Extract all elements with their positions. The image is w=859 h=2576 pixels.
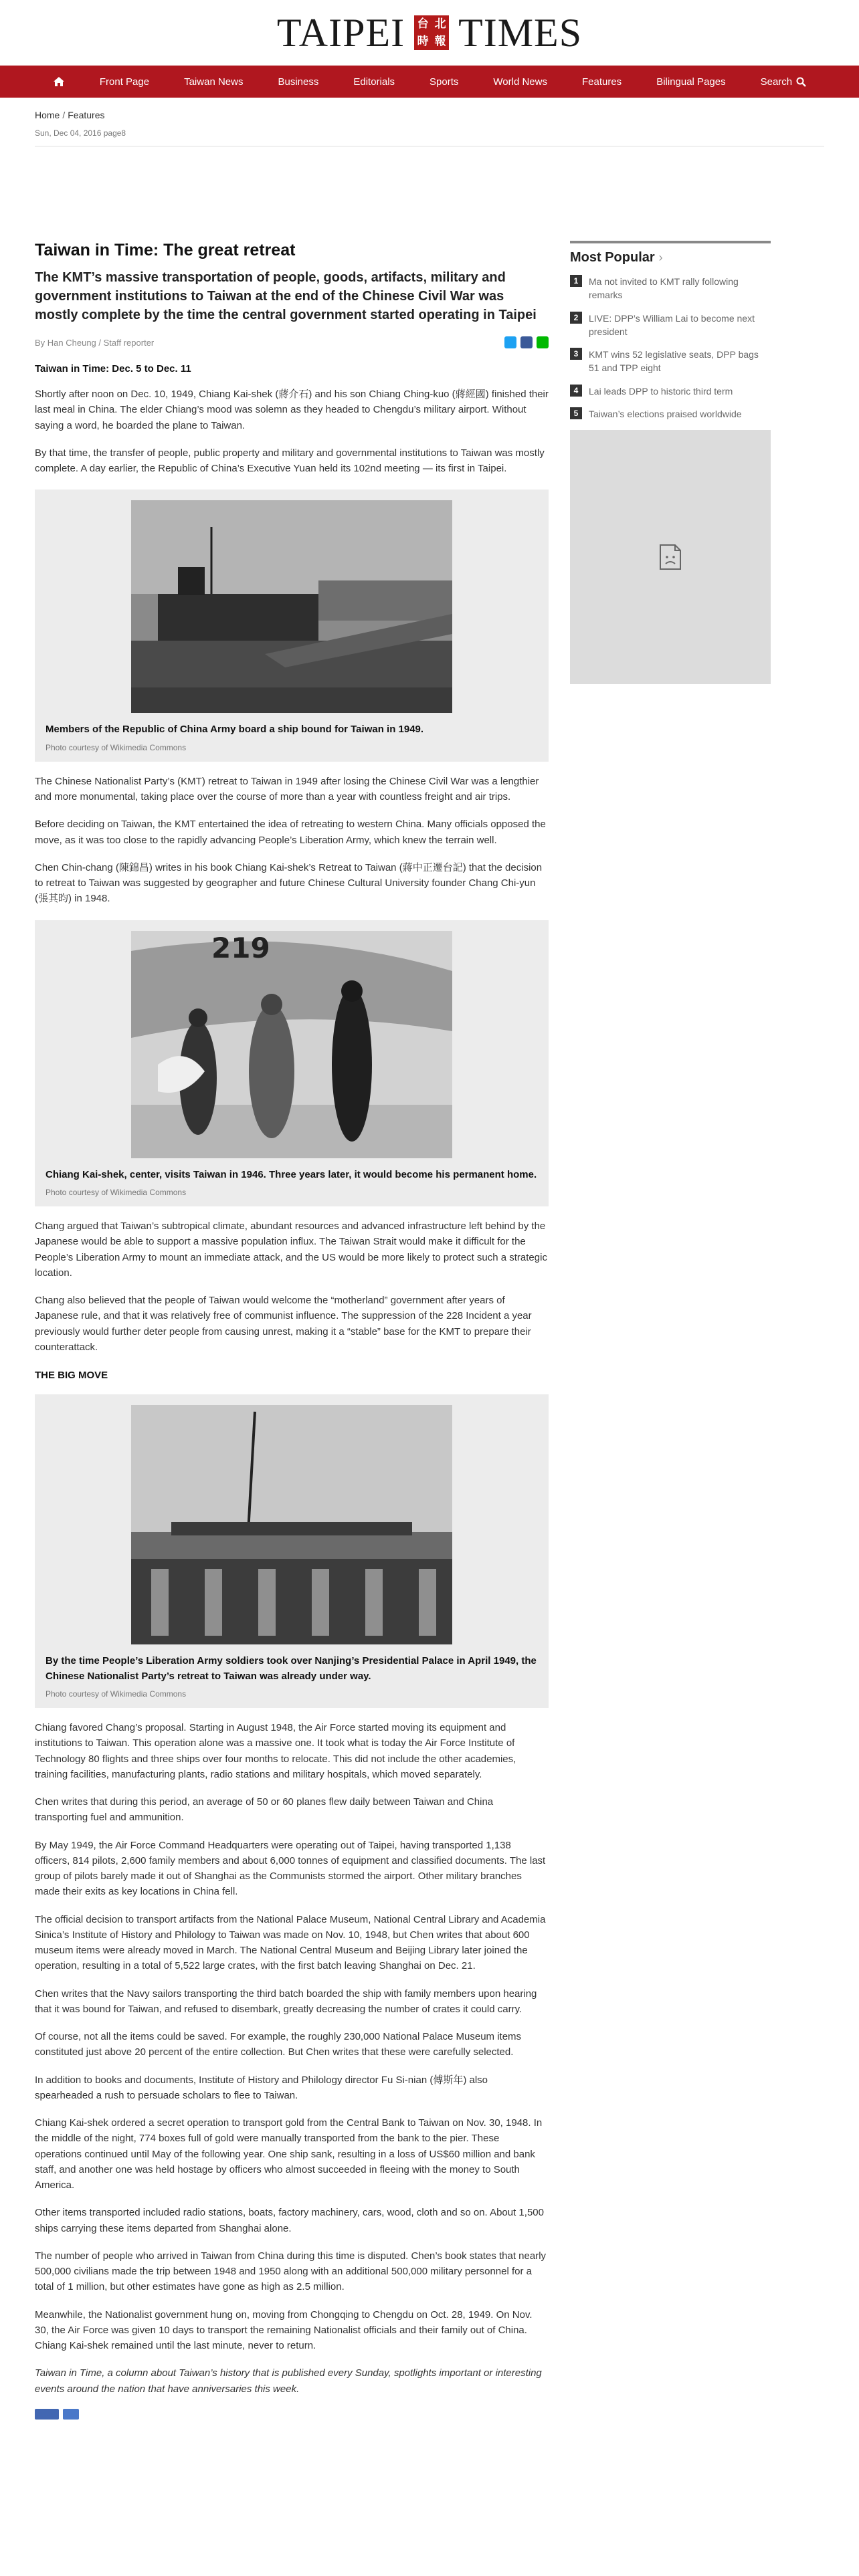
photo-chiang-visit[interactable] [131, 931, 452, 1158]
masthead [0, 0, 859, 66]
list-item[interactable] [570, 348, 771, 375]
paragraph: The Chinese Nationalist Party’s (KMT) retreat to Taiwan in 1949 after losing the Chinese Civil War was a lengthier and more monumental, taking place over the course of more than a year with countless freight and air trips. [35, 775, 539, 802]
paragraph: The official decision to transport artifacts from the National Palace Museum, National Central Library and Academia Sinica’s Institute of History and Philology to Taiwan was made on Nov. 10, 1948, but Chen writes that about 600 museum items were already moved in March. The National Central Museum and Beijing Library later joined the operation, resulting in a total of 5,522 large crates, with the first batch leaving Shanghai on Dec. 21. [35, 1913, 546, 1972]
rank-badge: 3 [570, 348, 582, 360]
article-title: Taiwan in Time: The great retreat [35, 241, 296, 259]
byline-row [35, 336, 549, 348]
figure-credit: Photo courtesy of Wikimedia Commons [45, 1689, 187, 1699]
plane-marking-text: 219 [211, 931, 270, 964]
paragraph: Shortly after noon on Dec. 10, 1949, Chiang Kai-shek (蔣介石) and his son Chiang Ching-kuo (蔣經國) finished their last meal in China. The elder Chiang’s mood was solemn as they headed to Chengdu’s military airport. Without saying a word, he boarded the plane to Taiwan. [35, 389, 549, 431]
search-icon [796, 77, 806, 87]
facebook-share-button[interactable] [63, 2409, 79, 2420]
figure-presidential-palace [35, 1394, 549, 1708]
nav-editorials[interactable]: Editorials [353, 76, 395, 88]
figure-credit: Photo courtesy of Wikimedia Commons [45, 742, 187, 752]
figure-caption: By the time People’s Liberation Army soldiers took over Nanjing’s Presidential Palace in April 1949, the Chinese Nationalist Party’s retreat to Taiwan was already under way. [45, 1655, 537, 1682]
list-item[interactable] [570, 407, 771, 421]
photo-presidential-palace[interactable] [131, 1405, 452, 1644]
rank-badge: 5 [570, 407, 582, 419]
popular-link[interactable]: KMT wins 52 legislative seats, DPP bags 51 and TPP eight [589, 349, 759, 374]
figure-caption: Members of the Republic of China Army board a ship bound for Taiwan in 1949. [45, 724, 424, 736]
popular-link[interactable]: Taiwan’s elections praised worldwide [589, 409, 742, 420]
ad-placeholder[interactable] [570, 430, 771, 684]
popular-link[interactable]: Ma not invited to KMT rally following remarks [589, 276, 739, 301]
column-note: Taiwan in Time, a column about Taiwan’s history that is published every Sunday, spotlights important or interesting events around the nation that have anniversaries this week. [35, 2367, 542, 2395]
article [35, 223, 549, 2420]
paragraph: Chiang favored Chang’s proposal. Starting in August 1948, the Air Force started moving its equipment and institutions to Taiwan. This operation alone was a massive one. It took what is today the Air Force Institute of Technology 80 flights and three ships over four months to relocate. This did not include the other academies, training facilities, manufacturing plants, radio stations and military hospitals, which moved separately. [35, 1722, 516, 1780]
paragraph: Chen writes that during this period, an average of 50 or 60 planes flew daily between Taiwan and China transporting fuel and ammunition. [35, 1796, 494, 1824]
nav-features[interactable]: Features [581, 76, 622, 88]
nav-world-news[interactable]: World News [493, 76, 547, 88]
palace-photo-drawing [131, 1405, 452, 1644]
nav-bilingual-pages[interactable]: Bilingual Pages [656, 76, 726, 88]
seal-char: 時 [417, 35, 429, 48]
paragraph: Chiang Kai-shek ordered a secret operation to transport gold from the Central Bank to Taiwan on Nov. 30, 1948. In the middle of the night, 774 boxes full of gold were manually transported from the bank to the pier. These operations continued until May of the following year. One ship sank, resulting in a loss of US$60 million and bank staff, and another one was held hostage by officers who almost succeeded in fleeing with the money to South America. [35, 2117, 543, 2191]
paragraph: By May 1949, the Air Force Command Headquarters were operating out of Taipei, having transported 1,138 officers, 814 pilots, 2,600 family members and about 6,000 tonnes of equipment and classified documents. The last group of pilots barely made it out of Shanghai as the Communists stormed the airport. Other military branches made their exits as key locations in China fell. [35, 1839, 546, 1898]
seal-char: 報 [434, 35, 446, 48]
nav-business[interactable]: Business [278, 76, 319, 88]
byline: By Han Cheung / Staff reporter [35, 337, 155, 348]
chiang-photo-drawing [131, 931, 452, 1158]
seal-char: 北 [434, 17, 446, 31]
rank-badge: 1 [570, 275, 582, 287]
dateline: Sun, Dec 04, 2016 page8 [35, 128, 126, 138]
most-popular-heading[interactable] [570, 250, 771, 265]
facebook-like-button[interactable] [35, 2409, 59, 2420]
main-nav [0, 66, 859, 98]
nav-taiwan-news[interactable]: Taiwan News [184, 76, 244, 88]
line-icon[interactable] [537, 336, 549, 348]
page-container [35, 110, 824, 2395]
logo-text-right: TIMES [458, 11, 583, 55]
facebook-icon[interactable] [520, 336, 533, 348]
popular-link[interactable]: Lai leads DPP to historic third term [589, 385, 733, 397]
breadcrumb [35, 110, 824, 120]
rank-badge: 4 [570, 385, 582, 397]
site-logo[interactable] [277, 13, 582, 53]
paragraph: Chang argued that Taiwan’s subtropical climate, abundant resources and advanced infrastructure left behind by the Japanese would be able to support a massive population influx. The Taiwan Strait would make it difficult for the People’s Liberation Army to mount an immediate attack, and the US would be more likely to protect such a strategic location. [35, 1220, 547, 1279]
section-heading: Taiwan in Time: Dec. 5 to Dec. 11 [35, 363, 191, 374]
breadcrumb-features[interactable]: Features [68, 110, 105, 120]
list-item[interactable] [570, 312, 771, 339]
nav-front-page[interactable]: Front Page [99, 76, 150, 88]
paragraph: Meanwhile, the Nationalist government hung on, moving from Chongqing to Chengdu on Oct. 28, 1949. On Nov. 30, the Air Force was given 10 days to transport the remaining Nationalist officials and their family out of China. Chiang Kai-shek remained until the last minute, never to return. [35, 2309, 533, 2351]
paragraph: Of course, not all the items could be saved. For example, the roughly 230,000 National Palace Museum items constituted just above 20 percent of the entire collection. But Chen writes that these were carefully selected. [35, 2031, 522, 2058]
ship-photo-drawing [131, 500, 452, 713]
seal-char: 台 [417, 17, 429, 31]
breadcrumb-home[interactable]: Home [35, 110, 60, 120]
nav-search[interactable] [743, 76, 824, 88]
paragraph: Chen Chin-chang (陳錦昌) writes in his book Chiang Kai-shek’s Retreat to Taiwan (蔣中正遷台記) that the decision to retreat to Taiwan was suggested by geographer and future Chinese Cultural University founder Chang Chi-yun (張其昀) in 1948. [35, 861, 543, 905]
twitter-icon[interactable] [504, 336, 516, 348]
most-popular-title: Most Popular [570, 250, 655, 265]
paragraph: In addition to books and documents, Institute of History and Philology director Fu Si-nian (傅斯年) also spearheaded a rush to persuade scholars to flee to Taiwan. [35, 2074, 488, 2101]
article-subtitle: The KMT’s massive transportation of people, goods, artifacts, military and government institutions to Taiwan at the end of the Chinese Civil War was mostly complete by the time the central government started operating in Taipei [35, 270, 537, 322]
list-item[interactable] [570, 275, 771, 302]
photo-ship[interactable] [131, 500, 452, 713]
paragraph: Chang also believed that the people of Taiwan would welcome the “motherland” government after years of Japanese rule, and that it was relatively free of communist influence. The suppression of the 228 Incident a year previously would further deter people from causing unrest, making it a “stable” base for the KMT to prepare their counterattack. [35, 1295, 532, 1353]
sidebar [570, 223, 771, 684]
nav-home[interactable] [35, 76, 82, 87]
breadcrumb-sep: / [62, 110, 66, 120]
paragraph: Other items transported included radio stations, boats, factory machinery, cars, wood, cloth and so on. About 1,500 ships carrying these items departed from Shanghai alone. [35, 2207, 544, 2234]
logo-text-left: TAIPEI [276, 11, 405, 55]
paragraph: Before deciding on Taiwan, the KMT entertained the idea of retreating to western China. Many officials opposed the move, as it was too close to the rapidly advancing People’s Liberation Army, which knew the terrain well. [35, 819, 546, 846]
nav-sports[interactable]: Sports [430, 76, 459, 88]
broken-image-icon [659, 544, 682, 570]
list-item[interactable] [570, 385, 771, 398]
share-icons [504, 336, 549, 348]
most-popular-list [570, 275, 771, 421]
paragraph: Chen writes that the Navy sailors transporting the third batch boarded the ship with family members upon hearing that it was bound for Taiwan, and refused to disembark, greatly decreasing the number of crates it could carry. [35, 1988, 537, 2015]
figure-credit: Photo courtesy of Wikimedia Commons [45, 1188, 187, 1197]
popular-link[interactable]: LIVE: DPP’s William Lai to become next president [589, 312, 755, 337]
logo-seal [414, 15, 449, 50]
home-icon [53, 76, 65, 87]
chevron-right-icon: › [658, 251, 663, 264]
figure-caption: Chiang Kai-shek, center, visits Taiwan in 1946. Three years later, it would become his permanent home. [45, 1168, 537, 1180]
figure-chiang-visit [35, 920, 549, 1207]
paragraph: By that time, the transfer of people, public property and military and governmental institutions to Taiwan was mostly complete. A day earlier, the Republic of China’s Executive Yuan held its 102nd meeting — its first in Taipei. [35, 447, 545, 474]
rank-badge: 2 [570, 312, 582, 324]
social-buttons [35, 2409, 549, 2420]
figure-ship [35, 490, 549, 762]
search-label: Search [760, 76, 793, 88]
section-heading: THE BIG MOVE [35, 1370, 108, 1381]
paragraph: The number of people who arrived in Taiwan from China during this time is disputed. Chen’s book states that nearly 500,000 civilians made the trip between 1948 and 1950 along with an additional 500,000 military personnel for a total of 1 million, but other estimates have gone as high as 2.5 million. [35, 2250, 547, 2293]
sidebar-top-rule [570, 241, 771, 243]
